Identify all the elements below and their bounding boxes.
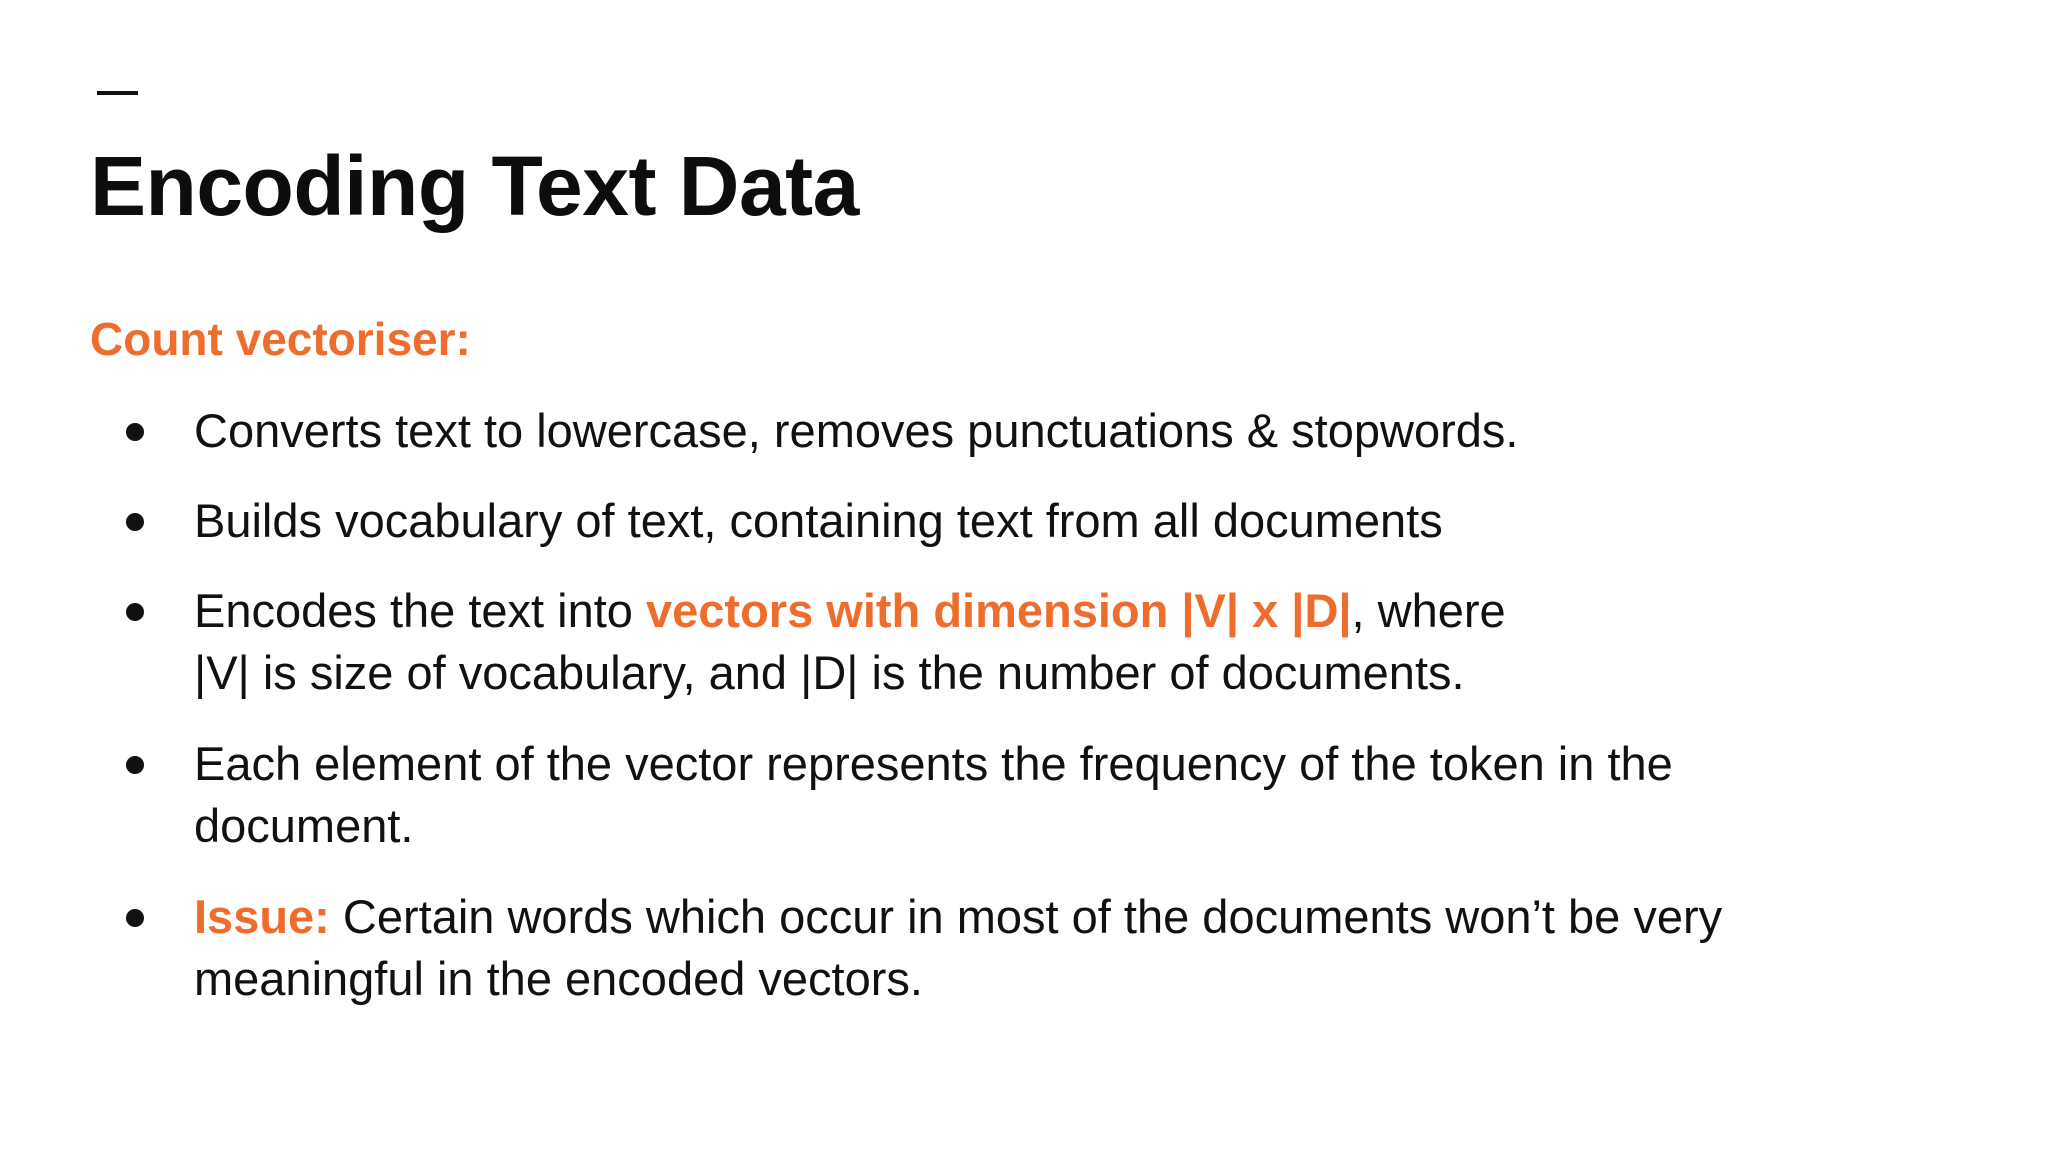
section-subheading: Count vectoriser:: [90, 313, 471, 365]
issue-label: Issue:: [194, 890, 330, 943]
bullet-dot-icon: [126, 423, 144, 441]
bullet-text-line: Each element of the vector represents the frequency of the token in the: [194, 737, 1673, 790]
bullet-text: [194, 580, 1506, 704]
bullet-text: [194, 400, 1518, 462]
bullet-text: [194, 733, 1673, 857]
highlighted-phrase: vectors with dimension |V| x |D|: [646, 584, 1352, 637]
slide-title: Encoding Text Data: [90, 139, 859, 233]
bullet-text-prefix: Encodes the text into: [194, 584, 647, 637]
title-accent-dash: [97, 91, 138, 95]
bullet-text-suffix: , where: [1351, 584, 1506, 637]
bullet-text: [194, 886, 1722, 1010]
bullet-text-line: document.: [194, 799, 414, 852]
bullet-dot-icon: [126, 756, 144, 774]
bullet-dot-icon: [126, 909, 144, 927]
bullet-text: [194, 490, 1443, 552]
bullet-text-line: meaningful in the encoded vectors.: [194, 952, 923, 1005]
bullet-text-line: |V| is size of vocabulary, and |D| is the number of documents.: [194, 646, 1465, 699]
bullet-dot-icon: [126, 513, 144, 531]
bullet-text-suffix: Certain words which occur in most of the documents won’t be very: [329, 890, 1723, 943]
bullet-text-line: Converts text to lowercase, removes punctuations & stopwords.: [194, 404, 1519, 457]
bullet-text-line: Builds vocabulary of text, containing text from all documents: [194, 494, 1443, 547]
bullet-dot-icon: [126, 603, 144, 621]
